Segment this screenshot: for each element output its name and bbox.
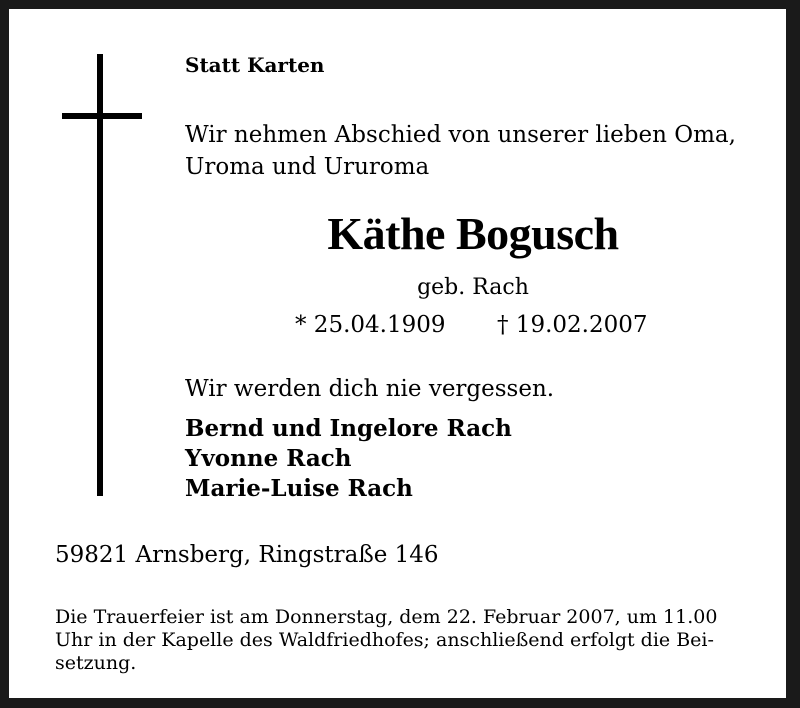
birth-date: * 25.04.1909 <box>295 312 446 338</box>
funeral-line: Die Trauerfeier ist am Donnerstag, dem 22. Februar 2007, um 11.00 <box>55 606 718 628</box>
intro-text <box>185 119 785 183</box>
deceased-name: Käthe Bogusch <box>327 208 619 259</box>
funeral-line: Uhr in der Kapelle des Waldfriedhofes; anschließend erfolgt die Bei- <box>55 629 714 651</box>
funeral-line: setzung. <box>55 652 137 674</box>
cross-vertical-bar <box>97 54 103 496</box>
farewell-text: Wir werden dich nie vergessen. <box>185 376 555 402</box>
maiden-name: geb. Rach <box>417 275 529 300</box>
intro-line: Wir nehmen Abschied von unserer lieben Oma, <box>185 122 736 148</box>
signer-name: Marie-Luise Rach <box>185 475 413 502</box>
signer-name: Yvonne Rach <box>185 445 352 472</box>
funeral-info <box>55 606 767 675</box>
address: 59821 Arnsberg, Ringstraße 146 <box>55 542 439 568</box>
signer-name: Bernd und Ingelore Rach <box>185 415 512 442</box>
notice-heading: Statt Karten <box>185 53 325 77</box>
cross-horizontal-bar <box>62 113 142 119</box>
death-date: † 19.02.2007 <box>497 312 648 338</box>
intro-line: Uroma und Ururoma <box>185 154 430 180</box>
